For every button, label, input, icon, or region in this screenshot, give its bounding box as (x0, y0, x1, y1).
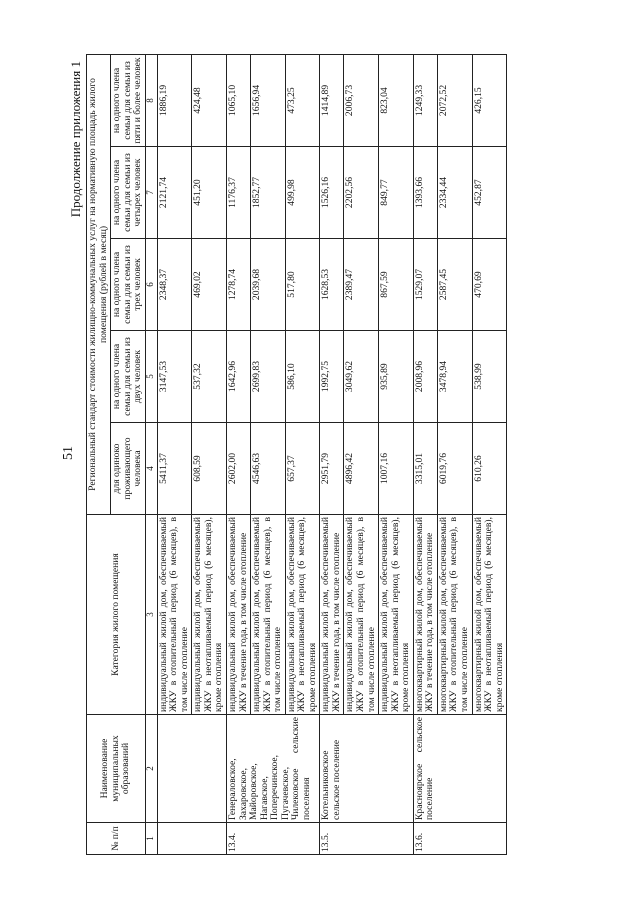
row-number: 13.6. (413, 823, 506, 855)
cost-value: 2006,73 (344, 54, 379, 146)
standard-table (86, 54, 507, 855)
housing-category: индивидуальный жилой дом, обеспечиваемый ЖКУ в неотапливаемый период (6 месяцев), кроме отопления (379, 515, 414, 715)
header-col5: на одного члена семьи для семьи из двух человек (111, 331, 146, 423)
cost-value: 2951,79 (320, 423, 344, 515)
housing-category: индивидуальный жилой дом, обеспечиваемый ЖКУ в неотапливаемый период (6 месяцев), кроме отопления (285, 515, 320, 715)
cost-value: 1529,07 (413, 239, 437, 331)
column-index: 5 (145, 331, 157, 423)
cost-value: 3315,01 (413, 423, 437, 515)
housing-category: индивидуальный жилой дом, обеспечиваемый ЖКУ в течение года, в том числе отопление (227, 515, 251, 715)
header-col6: на одного члена семьи для семьи из трех человек (111, 239, 146, 331)
cost-value: 1007,16 (379, 423, 414, 515)
header-municipality: Наименование муниципальных образований (87, 715, 146, 823)
cost-value: 935,89 (379, 331, 414, 423)
housing-category: индивидуальный жилой дом, обеспечиваемый ЖКУ в отопительный период (6 месяцев), в том числе отопление (251, 515, 286, 715)
cost-value: 2008,96 (413, 331, 437, 423)
cost-value: 1642,96 (227, 331, 251, 423)
header-standard: Региональный стандарт стоимости жилищно-коммунальных услуг на нормативную площадь жилого помещения (рублей в месяц) (87, 54, 111, 514)
cost-value: 849,77 (379, 147, 414, 239)
page-number: 51 (61, 446, 76, 460)
cost-value: 499,98 (285, 147, 320, 239)
municipality-name: Красноярское сельское поселение (413, 715, 506, 823)
header-col7: на одного члена семьи для семьи из четырех человек (111, 147, 146, 239)
column-index: 3 (145, 515, 157, 715)
cost-value: 470,69 (472, 239, 507, 331)
header-num: № п/п (87, 823, 146, 855)
cost-value: 4896,42 (344, 423, 379, 515)
housing-category: многоквартирный жилой дом, обеспечиваемый ЖКУ в неотапливаемый период (6 месяцев), кроме отопления (472, 515, 507, 715)
cost-value: 1176,37 (227, 147, 251, 239)
cost-value: 1065,10 (227, 54, 251, 146)
column-index: 4 (145, 423, 157, 515)
cost-value: 2334,44 (437, 147, 472, 239)
cost-value: 473,25 (285, 54, 320, 146)
cost-value: 2587,45 (437, 239, 472, 331)
cost-value: 610,26 (472, 423, 507, 515)
cost-value: 5411,37 (157, 423, 192, 515)
cost-value: 3049,62 (344, 331, 379, 423)
municipality-name (157, 715, 226, 823)
cost-value: 1393,66 (413, 147, 437, 239)
cost-value: 1249,33 (413, 54, 437, 146)
cost-value: 1414,89 (320, 54, 344, 146)
cost-value: 426,15 (472, 54, 507, 146)
cost-value: 469,02 (192, 239, 227, 331)
cost-value: 1886,19 (157, 54, 192, 146)
table-row (320, 54, 344, 854)
cost-value: 1526,16 (320, 147, 344, 239)
cost-value: 2699,83 (251, 331, 286, 423)
column-index: 8 (145, 54, 157, 146)
cost-value: 3478,94 (437, 331, 472, 423)
cost-value: 424,48 (192, 54, 227, 146)
cost-value: 452,87 (472, 147, 507, 239)
header-col4: для одиноко проживающего человека (111, 423, 146, 515)
table-body (157, 54, 506, 854)
cost-value: 6019,76 (437, 423, 472, 515)
row-number: 13.4. (227, 823, 320, 855)
housing-category: многоквартирный жилой дом, обеспечиваемый ЖКУ в течение года, в том числе отопление (413, 515, 437, 715)
column-index: 7 (145, 147, 157, 239)
row-number: 13.5. (320, 823, 413, 855)
housing-category: многоквартирный жилой дом, обеспечиваемый ЖКУ в отопительный период (6 месяцев), в том числе отопление (437, 515, 472, 715)
header-col8: на одного члена семьи для семьи из пяти и более человек (111, 54, 146, 146)
cost-value: 2202,56 (344, 147, 379, 239)
table-row (227, 54, 251, 854)
column-index: 6 (145, 239, 157, 331)
cost-value: 1656,94 (251, 54, 286, 146)
housing-category: индивидуальный жилой дом, обеспечиваемый ЖКУ в отопительный период (6 месяцев), в том числе отопление (344, 515, 379, 715)
cost-value: 2039,68 (251, 239, 286, 331)
cost-value: 537,32 (192, 331, 227, 423)
column-index-row (145, 54, 157, 854)
cost-value: 4546,63 (251, 423, 286, 515)
cost-value: 586,10 (285, 331, 320, 423)
cost-value: 608,59 (192, 423, 227, 515)
cost-value: 3147,53 (157, 331, 192, 423)
cost-value: 1852,77 (251, 147, 286, 239)
housing-category: индивидуальный жилой дом, обеспечиваемый ЖКУ в течение года, в том числе отопление (320, 515, 344, 715)
row-number (157, 823, 226, 855)
cost-value: 538,99 (472, 331, 507, 423)
cost-value: 1628,53 (320, 239, 344, 331)
cost-value: 2348,37 (157, 239, 192, 331)
column-index: 1 (145, 823, 157, 855)
cost-value: 2121,74 (157, 147, 192, 239)
cost-value: 867,59 (379, 239, 414, 331)
housing-category: индивидуальный жилой дом, обеспечиваемый ЖКУ в отопительный период (6 месяцев), в том числе отопление (157, 515, 192, 715)
continuation-note: Продолжение приложения 1 (68, 61, 83, 218)
table-row (157, 54, 192, 854)
rotated-page-content (68, 55, 606, 855)
municipality-name: Генераловское, Захаровское, Майоровское, Нагавское, Поперечинское, Пугачевское, Чилековское сельские поселения (227, 715, 320, 823)
cost-value: 657,37 (285, 423, 320, 515)
header-category: Категория жилого помещения (87, 515, 146, 715)
housing-category: индивидуальный жилой дом, обеспечиваемый ЖКУ в неотапливаемый период (6 месяцев), кроме отопления (192, 515, 227, 715)
cost-value: 2602,00 (227, 423, 251, 515)
column-index: 2 (145, 715, 157, 823)
cost-value: 1278,74 (227, 239, 251, 331)
cost-value: 451,20 (192, 147, 227, 239)
cost-value: 823,04 (379, 54, 414, 146)
cost-value: 517,80 (285, 239, 320, 331)
municipality-name: Котельниковское сельское поселение (320, 715, 413, 823)
cost-value: 2072,52 (437, 54, 472, 146)
cost-value: 1992,75 (320, 331, 344, 423)
table-row (413, 54, 437, 854)
cost-value: 2389,47 (344, 239, 379, 331)
